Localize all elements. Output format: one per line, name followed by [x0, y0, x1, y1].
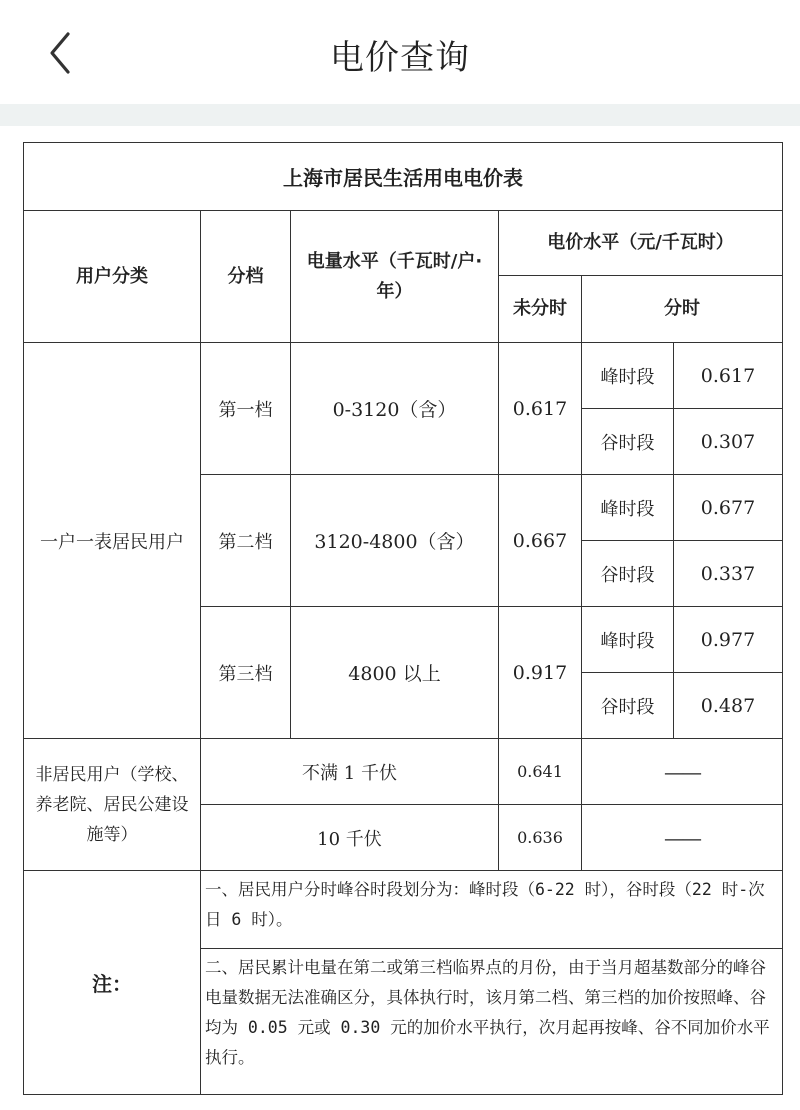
- tier-range: 0-3120（含）: [291, 343, 499, 475]
- note-item: 一、居民用户分时峰谷时段划分为：峰时段（6-22 时），谷时段（22 时-次日 6 时）。: [201, 871, 783, 949]
- voltage-level: 10 千伏: [201, 805, 499, 871]
- valley-price: 0.337: [674, 541, 783, 607]
- non-residential-price: 0.636: [499, 805, 582, 871]
- peak-label: 峰时段: [582, 343, 674, 409]
- tier-non-tou-price: 0.617: [499, 343, 582, 475]
- peak-price: 0.617: [674, 343, 783, 409]
- tier-non-tou-price: 0.917: [499, 607, 582, 739]
- valley-label: 谷时段: [582, 409, 674, 475]
- not-applicable-dash: ——: [582, 739, 783, 805]
- tier-non-tou-price: 0.667: [499, 475, 582, 607]
- table-caption: 上海市居民生活用电电价表: [24, 143, 783, 211]
- tier-range: 3120-4800（含）: [291, 475, 499, 607]
- valley-price: 0.487: [674, 673, 783, 739]
- tier-range: 4800 以上: [291, 607, 499, 739]
- tier-name: 第二档: [201, 475, 291, 607]
- not-applicable-dash: ——: [582, 805, 783, 871]
- page-title: 电价查询: [330, 38, 470, 78]
- residential-category-cell: 一户一表居民用户: [24, 343, 201, 739]
- valley-label: 谷时段: [582, 541, 674, 607]
- header-consumption: 电量水平（千瓦时/户·年）: [291, 211, 499, 343]
- header-non-tou: 未分时: [499, 276, 582, 343]
- valley-label: 谷时段: [582, 673, 674, 739]
- tier-name: 第一档: [201, 343, 291, 475]
- peak-price: 0.977: [674, 607, 783, 673]
- peak-price: 0.677: [674, 475, 783, 541]
- header-divider-band: [0, 104, 800, 126]
- electricity-price-table: [23, 142, 783, 1095]
- header-user-category: 用户分类: [24, 211, 201, 343]
- tier-name: 第三档: [201, 607, 291, 739]
- notes-label: 注：: [24, 871, 201, 1095]
- voltage-level: 不满 1 千伏: [201, 739, 499, 805]
- valley-price: 0.307: [674, 409, 783, 475]
- peak-label: 峰时段: [582, 475, 674, 541]
- app-header: [0, 0, 800, 104]
- peak-label: 峰时段: [582, 607, 674, 673]
- header-tou: 分时: [582, 276, 783, 343]
- note-item: 二、居民累计电量在第二或第三档临界点的月份，由于当月超基数部分的峰谷电量数据无法准确区分，具体执行时，该月第二档、第三档的加价按照峰、谷均为 0.05 元或 0.30 元的加价水平执行，次月起再按峰、谷不同加价水平执行。: [201, 949, 783, 1095]
- non-residential-category-cell: 非居民用户（学校、养老院、居民公建设施等）: [24, 739, 201, 871]
- header-price-level: 电价水平（元/千瓦时）: [499, 211, 783, 276]
- non-residential-price: 0.641: [499, 739, 582, 805]
- header-tier: 分档: [201, 211, 291, 343]
